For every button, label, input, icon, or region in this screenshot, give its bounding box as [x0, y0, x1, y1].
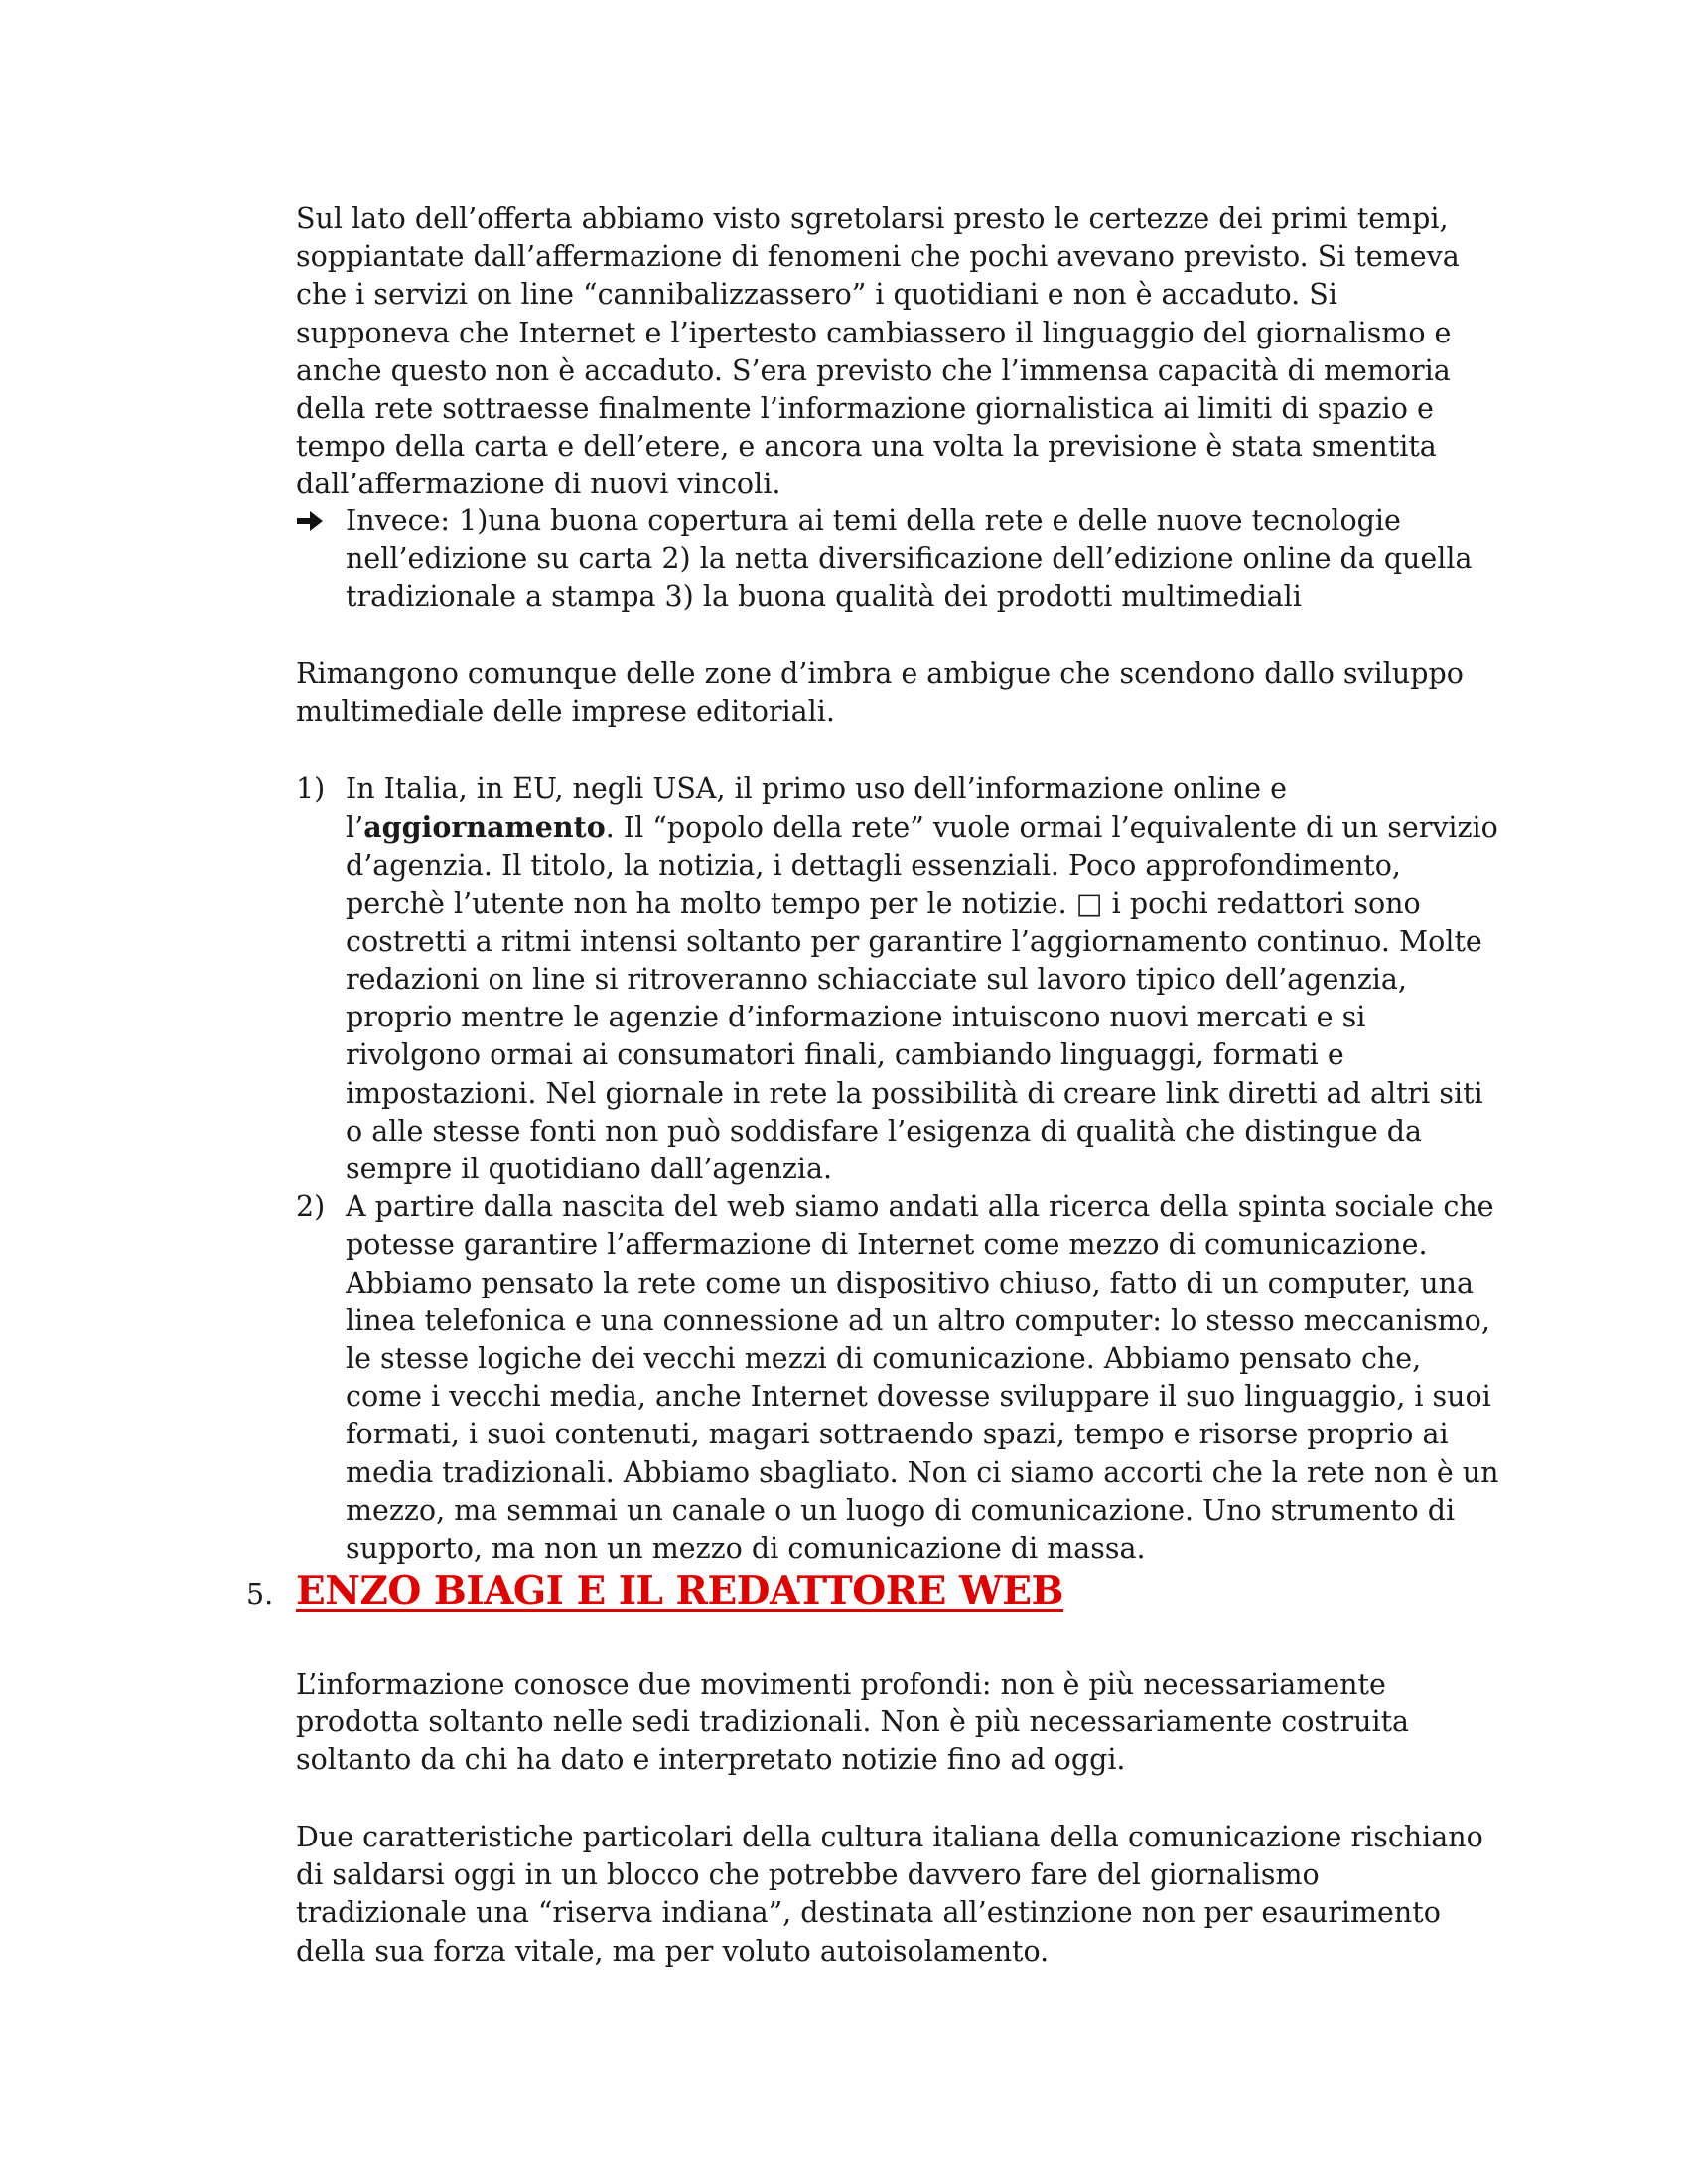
- list-item-text: A partire dalla nascita del web siamo andati alla ricerca della spinta sociale che potesse garantire l’affermazione di Internet come mezzo di comunicazione. Abbiamo pensato la rete come un dispositivo chiuso, fatto di un computer, una linea telefonica e una connessione ad un altro computer: lo stesso meccanismo, le stesse logiche dei vecchi mezzi di comunicazione. Abbiamo pensato che, come i vecchi media, anche Internet dovesse sviluppare il suo linguaggio, i suoi formati, i suoi contenuti, magari sottraendo spazi, tempo e risorse proprio ai media tradizionali. Abbiamo sbagliato. Non ci siamo accorti che la rete non è un mezzo, ma semmai un canale o un luogo di comunicazione. Uno strumento di supporto, ma non un mezzo di comunicazione di massa.: [346, 1190, 1499, 1566]
- arrow-bullet-text: Invece: 1)una buona copertura ai temi della rete e delle nuove tecnologie nell’edizione su carta 2) la netta diversificazione dell’edizione online da quella tradizionale a stampa 3) la buona qualità dei prodotti multimediali: [346, 504, 1473, 614]
- list-number: 1): [296, 772, 326, 805]
- list-item: [296, 1188, 1502, 1568]
- body-paragraph: Rimangono comunque delle zone d’imbra e ambigue che scendono dallo sviluppo multimediale delle imprese editoriali.: [296, 657, 1464, 729]
- arrow-right-icon: [296, 508, 324, 534]
- section-number: 5.: [246, 1578, 274, 1611]
- list-number: 2): [296, 1190, 326, 1224]
- list-item: [296, 770, 1502, 1188]
- numbered-list: [296, 770, 1502, 1568]
- bold-keyword: aggiornamento: [363, 810, 606, 845]
- list-item-text: In Italia, in EU, negli USA, il primo uso dell’informazione online e l’aggiornamento. Il “popolo della rete” vuole ormai l’equivalente di un servizio d’agenzia. Il titolo, la notizia, i dettagli essenziali. Poco approfondimento, perchè l’utente non ha molto tempo per le notizie. □ i pochi redattori sono costretti a ritmi intensi soltanto per garantire l’aggiornamento continuo. Molte redazioni on line si ritroveranno schiacciate sul lavoro tipico dell’agenzia, proprio mentre le agenzie d’informazione intuiscono nuovi mercati e si rivolgono ormai ai consumatori finali, cambiando linguaggi, formati e impostazioni. Nel giornale in rete la possibilità di creare link diretti ad altri siti o alle stesse fonti non può soddisfare l’esigenza di qualità che distingue da sempre il quotidiano dall’agenzia.: [346, 772, 1498, 1186]
- body-paragraph: Due caratteristiche particolari della cultura italiana della comunicazione rischiano di saldarsi oggi in un blocco che potrebbe davvero fare del giornalismo tradizionale una “riserva indiana”, destinata all’estinzione non per esaurimento della sua forza vitale, ma per voluto autoisolamento.: [296, 1821, 1483, 1968]
- body-paragraph: Sul lato dell’offerta abbiamo visto sgretolarsi presto le certezze dei primi tempi, soppiantate dall’affermazione di fenomeni che pochi avevano previsto. Si temeva che i servizi on line “cannibalizzassero” i quotidiani e non è accaduto. Si supponeva che Internet e l’ipertesto cambiassero il linguaggio del giornalismo e anche questo non è accaduto. S’era previsto che l’immensa capacità di memoria della rete sottraesse finalmente l’informazione giornalistica ai limiti di spazio e tempo della carta e dell’etere, e ancora una volta la previsione è stata smentita dall’affermazione di nuovi vincoli.: [296, 203, 1460, 501]
- section-heading: [246, 1565, 1497, 1624]
- body-paragraph: L’informazione conosce due movimenti profondi: non è più necessariamente prodotta soltanto nelle sedi tradizionali. Non è più necessariamente costruita soltanto da chi ha dato e interpretato notizie fino ad oggi.: [296, 1668, 1410, 1777]
- section-title: ENZO BIAGI E IL REDATTORE WEB: [296, 1569, 1063, 1614]
